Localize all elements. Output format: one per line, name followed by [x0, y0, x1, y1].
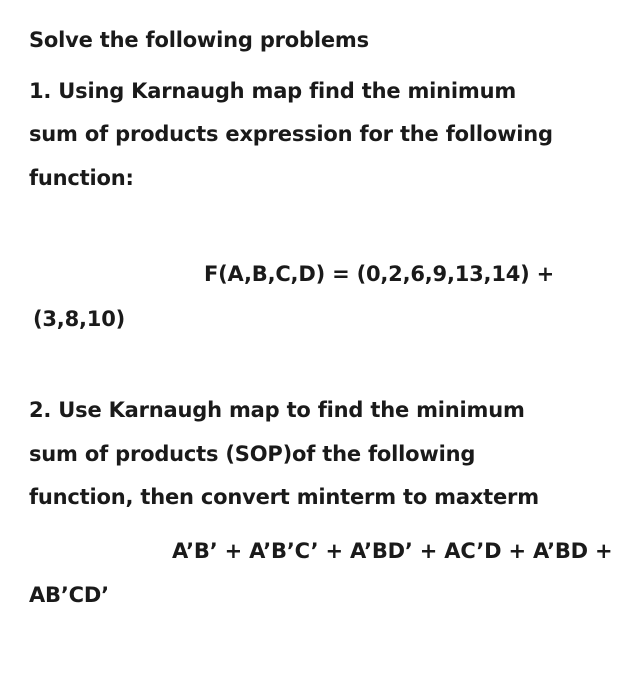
problem-1-equation: F(A,B,C,D) = (0,2,6,9,13,14) + — [204, 262, 555, 286]
problem-2-equation: A’B’ + A’B’C’ + A’BD’ + AC’D + A’BD + — [172, 539, 613, 563]
problem-1-equation-continuation: (3,8,10) — [33, 307, 125, 331]
problem-2-text-line-3: function, then convert minterm to maxterm — [29, 485, 539, 509]
problem-1-text-line-3: function: — [29, 166, 134, 190]
problem-2-text-line-1: 2. Use Karnaugh map to find the minimum — [29, 398, 525, 422]
problem-1-text-line-1: 1. Using Karnaugh map find the minimum — [29, 79, 517, 103]
page-title: Solve the following problems — [29, 28, 369, 52]
problem-1-text-line-2: sum of products expression for the following — [29, 122, 553, 146]
problem-2-text-line-2: sum of products (SOP)of the following — [29, 442, 476, 466]
problem-2-equation-continuation: AB’CD’ — [29, 583, 109, 607]
